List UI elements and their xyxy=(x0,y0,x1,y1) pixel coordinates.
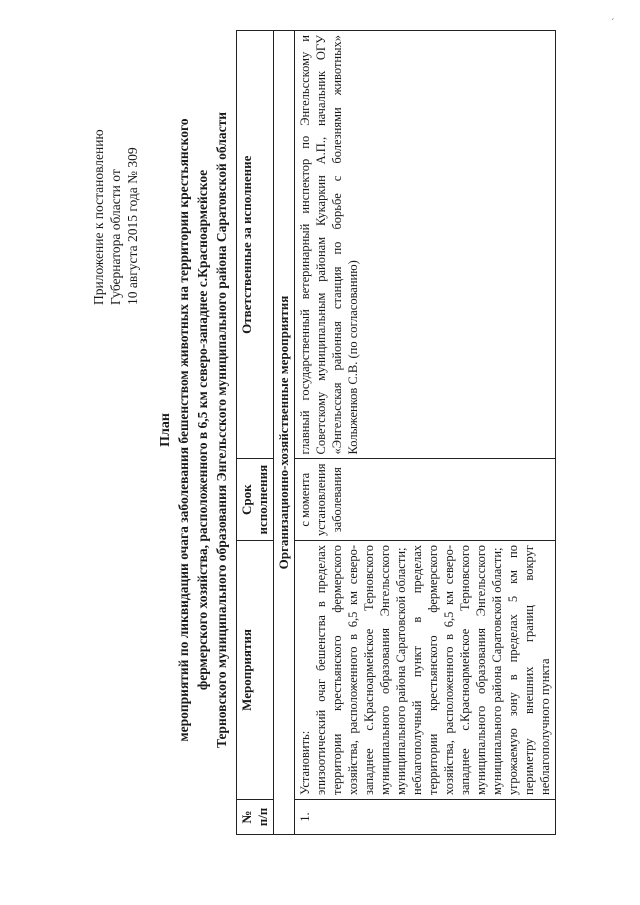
row-deadline: с момента установления заболевания xyxy=(295,459,556,541)
section-row xyxy=(274,31,295,835)
header-responsible: Ответственные за исполнение xyxy=(237,31,274,459)
plan-title-line-3: Терновского муниципального образования Энгельсского муниципального района Саратовской области xyxy=(214,111,229,749)
row-num: 1. xyxy=(295,800,556,835)
scan-mark: ˊ xyxy=(611,18,615,29)
table-header-row xyxy=(237,31,274,835)
appendix-line-2: Губернатора области от xyxy=(108,169,123,305)
row-measures: Установить: эпизоотический очаг бешенства в пределах территории крестьянского фермерского хозяйства, расположенного в 6,5 км северо-западнее с.Красноармейское Терновского муниципального образования Энгельсского муниципального района Саратовской области; неблагополучный пункт в пределах территории крестьянского фермерского хозяйства, расположенного в 6,5 км северо-западнее с.Красноармейское Терновского муниципального образования Энгельсского муниципального района Саратовской области; угрожаемую зону в пределах 5 км по периметру внешних границ вокруг неблагополучного пункта xyxy=(295,541,556,800)
appendix-note xyxy=(90,45,141,305)
header-deadline: Срок исполнения xyxy=(237,459,274,541)
measures-table xyxy=(236,30,556,835)
plan-title-line-2: фермерского хозяйства, расположенного в 6,5 км северо-западнее с.Красноармейское xyxy=(195,169,210,691)
appendix-line-3: 10 августа 2015 года № 309 xyxy=(125,147,140,305)
table-row xyxy=(295,31,556,835)
row-responsible: главный государственный ветеринарный инспектор по Энгельсскому и Советскому муниципальным районам Кукаркин А.П., начальник ОГУ «Энгельсская районная станция по борьбе с болезнями животных» Колыженков С.В. (по согласованию) xyxy=(295,31,556,459)
plan-heading: План xyxy=(158,413,173,447)
header-num: № п/п xyxy=(237,800,274,835)
appendix-line-1: Приложение к постановлению xyxy=(91,129,106,305)
section-title: Организационно-хозяйственные мероприятия xyxy=(274,31,295,835)
header-measures: Мероприятия xyxy=(237,541,274,800)
plan-title-line-1: мероприятий по ликвидации очага заболевания бешенством животных на территории крестьянского xyxy=(176,118,191,742)
